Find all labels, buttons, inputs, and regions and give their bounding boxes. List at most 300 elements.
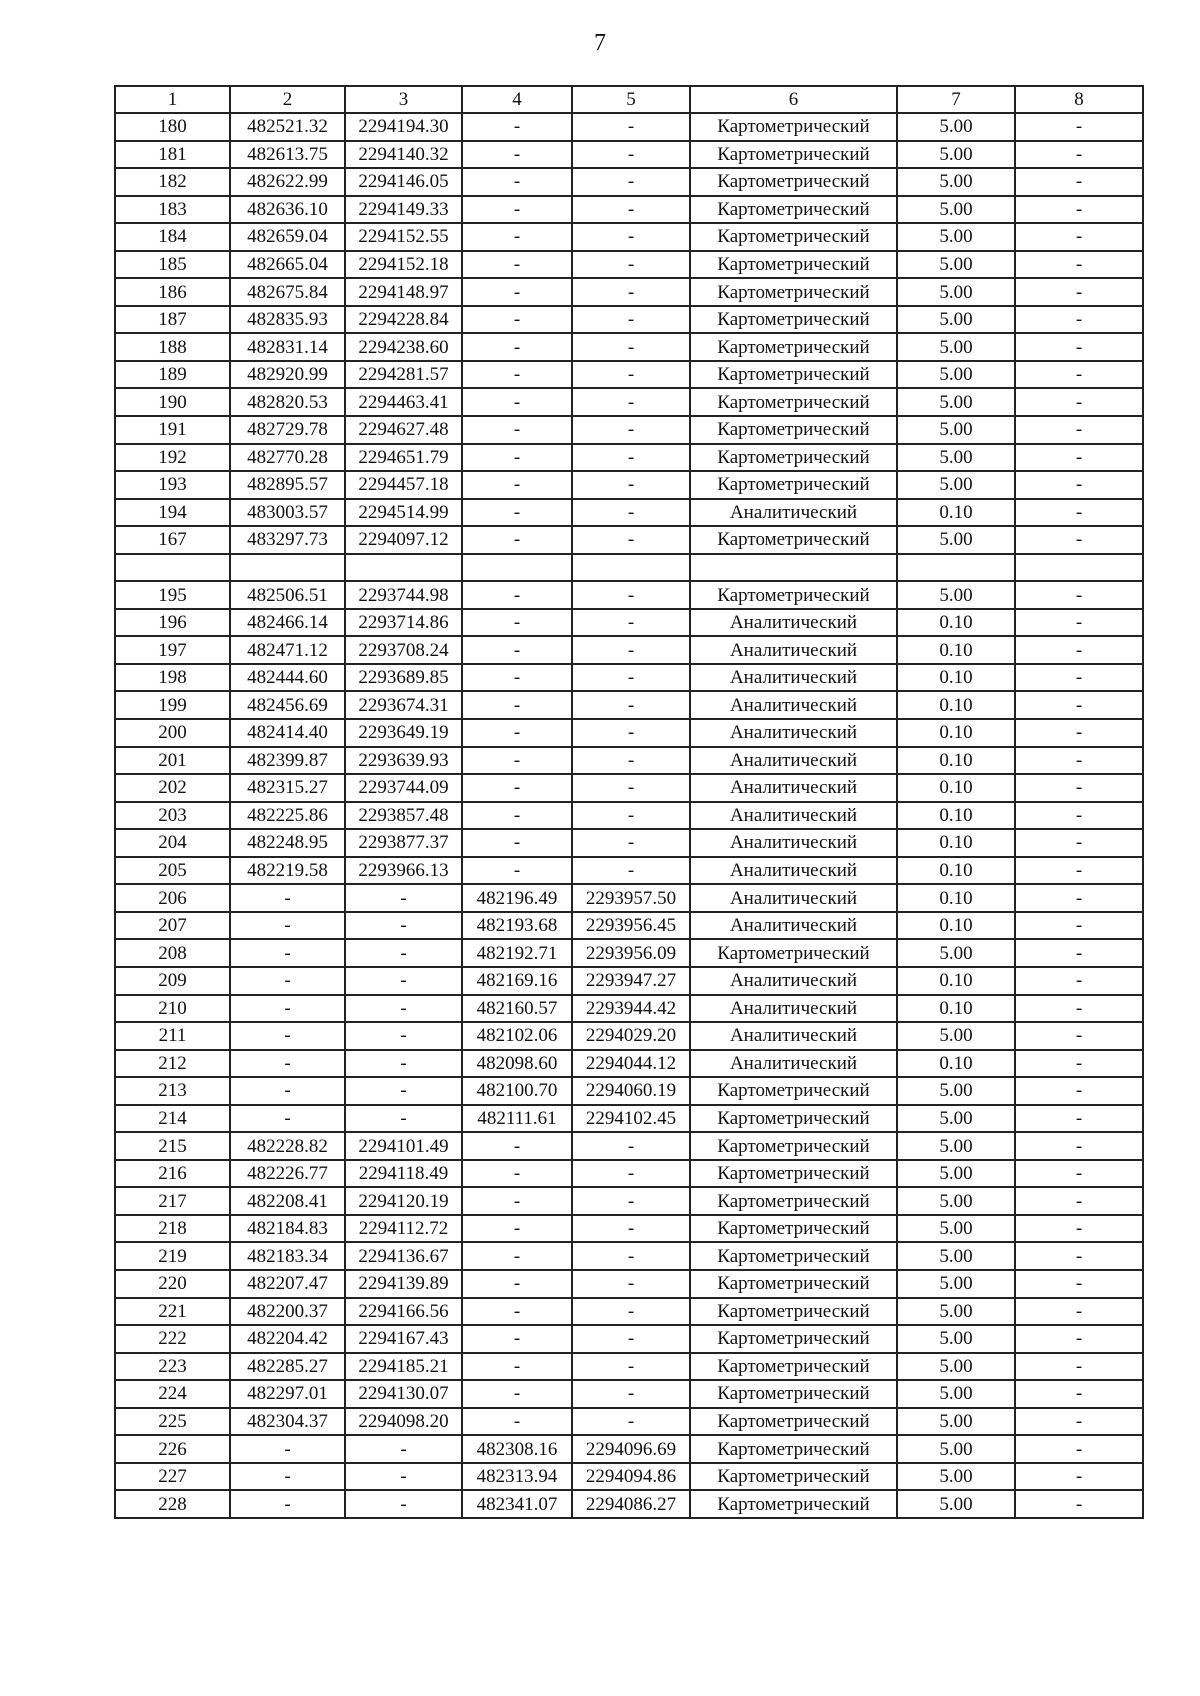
x-coord-alt-cell: -: [462, 223, 572, 251]
table-row: [115, 747, 1143, 775]
method-cell: Аналитический: [690, 774, 897, 802]
point-number-cell: 228: [115, 1490, 230, 1518]
note-cell: -: [1015, 1270, 1143, 1298]
point-number-cell: 182: [115, 168, 230, 196]
point-number-cell: 190: [115, 388, 230, 416]
note-cell: -: [1015, 802, 1143, 830]
method-cell: Аналитический: [690, 499, 897, 527]
point-number-cell: 219: [115, 1242, 230, 1270]
point-number-cell: 204: [115, 829, 230, 857]
note-cell: -: [1015, 168, 1143, 196]
x-coord-cell: -: [230, 1490, 345, 1518]
method-cell: Картометрический: [690, 416, 897, 444]
accuracy-cell: 5.00: [897, 388, 1015, 416]
method-cell: Аналитический: [690, 1050, 897, 1078]
method-cell: Картометрический: [690, 1215, 897, 1243]
y-coord-alt-cell: -: [572, 278, 690, 306]
note-cell: -: [1015, 1105, 1143, 1133]
y-coord-cell: 2294167.43: [345, 1325, 462, 1353]
point-number-cell: 206: [115, 884, 230, 912]
table-row: [115, 113, 1143, 141]
y-coord-alt-cell: -: [572, 1408, 690, 1436]
x-coord-alt-cell: -: [462, 1380, 572, 1408]
method-cell: Картометрический: [690, 361, 897, 389]
accuracy-cell: 0.10: [897, 1050, 1015, 1078]
note-cell: -: [1015, 444, 1143, 472]
x-coord-cell: 482659.04: [230, 223, 345, 251]
method-cell: Картометрический: [690, 388, 897, 416]
method-cell: Картометрический: [690, 1463, 897, 1491]
y-coord-alt-cell: -: [572, 141, 690, 169]
x-coord-alt-cell: 482341.07: [462, 1490, 572, 1518]
accuracy-cell: 5.00: [897, 581, 1015, 609]
y-coord-cell: 2293744.98: [345, 581, 462, 609]
method-cell: Картометрический: [690, 1325, 897, 1353]
note-cell: -: [1015, 967, 1143, 995]
x-coord-cell: 482835.93: [230, 306, 345, 334]
point-number-cell: 202: [115, 774, 230, 802]
y-coord-alt-cell: -: [572, 747, 690, 775]
point-number-cell: 197: [115, 636, 230, 664]
y-coord-cell: 2294139.89: [345, 1270, 462, 1298]
y-coord-alt-cell: -: [572, 168, 690, 196]
column-header: 6: [690, 86, 897, 113]
accuracy-cell: 0.10: [897, 967, 1015, 995]
x-coord-alt-cell: 482308.16: [462, 1435, 572, 1463]
y-coord-alt-cell: -: [572, 1215, 690, 1243]
note-cell: -: [1015, 1490, 1143, 1518]
x-coord-cell: 483297.73: [230, 526, 345, 554]
method-cell: Картометрический: [690, 113, 897, 141]
point-number-cell: 184: [115, 223, 230, 251]
note-cell: -: [1015, 581, 1143, 609]
column-header: 5: [572, 86, 690, 113]
method-cell: Картометрический: [690, 1408, 897, 1436]
method-cell: Картометрический: [690, 1298, 897, 1326]
method-cell: Картометрический: [690, 251, 897, 279]
y-coord-alt-cell: -: [572, 196, 690, 224]
y-coord-alt-cell: -: [572, 1270, 690, 1298]
method-cell: Картометрический: [690, 526, 897, 554]
x-coord-alt-cell: -: [462, 1353, 572, 1381]
y-coord-alt-cell: 2293944.42: [572, 995, 690, 1023]
table-row: [115, 251, 1143, 279]
table-row: [115, 939, 1143, 967]
x-coord-alt-cell: 482169.16: [462, 967, 572, 995]
y-coord-alt-cell: -: [572, 1242, 690, 1270]
y-coord-cell: 2293714.86: [345, 609, 462, 637]
table-row: [115, 1490, 1143, 1518]
x-coord-cell: 482204.42: [230, 1325, 345, 1353]
accuracy-cell: 5.00: [897, 1353, 1015, 1381]
table-row: [115, 196, 1143, 224]
point-number-cell: 209: [115, 967, 230, 995]
y-coord-cell: -: [345, 1463, 462, 1491]
y-coord-cell: 2294185.21: [345, 1353, 462, 1381]
x-coord-cell: 482456.69: [230, 691, 345, 719]
table-row: [115, 664, 1143, 692]
point-number-cell: 189: [115, 361, 230, 389]
point-number-cell: 192: [115, 444, 230, 472]
note-cell: -: [1015, 1242, 1143, 1270]
y-coord-alt-cell: 2294044.12: [572, 1050, 690, 1078]
method-cell: [690, 554, 897, 582]
x-coord-cell: 482820.53: [230, 388, 345, 416]
x-coord-alt-cell: -: [462, 168, 572, 196]
y-coord-cell: 2294514.99: [345, 499, 462, 527]
method-cell: Картометрический: [690, 1242, 897, 1270]
point-number-cell: 188: [115, 333, 230, 361]
x-coord-alt-cell: -: [462, 471, 572, 499]
y-coord-cell: 2294457.18: [345, 471, 462, 499]
y-coord-cell: 2294097.12: [345, 526, 462, 554]
point-number-cell: 187: [115, 306, 230, 334]
x-coord-cell: -: [230, 939, 345, 967]
x-coord-cell: 482200.37: [230, 1298, 345, 1326]
point-number-cell: 227: [115, 1463, 230, 1491]
accuracy-cell: 0.10: [897, 499, 1015, 527]
note-cell: -: [1015, 113, 1143, 141]
y-coord-alt-cell: -: [572, 636, 690, 664]
table-row: [115, 691, 1143, 719]
x-coord-cell: 482729.78: [230, 416, 345, 444]
accuracy-cell: 0.10: [897, 774, 1015, 802]
note-cell: -: [1015, 1325, 1143, 1353]
table-row: [115, 1105, 1143, 1133]
y-coord-alt-cell: -: [572, 223, 690, 251]
x-coord-cell: -: [230, 1077, 345, 1105]
table-row: [115, 967, 1143, 995]
method-cell: Картометрический: [690, 1353, 897, 1381]
table-header-row: [115, 86, 1143, 113]
table-row: [115, 1380, 1143, 1408]
y-coord-alt-cell: 2293947.27: [572, 967, 690, 995]
x-coord-alt-cell: -: [462, 1132, 572, 1160]
note-cell: -: [1015, 306, 1143, 334]
table-row: [115, 1298, 1143, 1326]
x-coord-cell: -: [230, 1022, 345, 1050]
y-coord-cell: 2294140.32: [345, 141, 462, 169]
y-coord-cell: 2294152.55: [345, 223, 462, 251]
accuracy-cell: 0.10: [897, 609, 1015, 637]
note-cell: -: [1015, 884, 1143, 912]
x-coord-cell: 482315.27: [230, 774, 345, 802]
table-row: [115, 168, 1143, 196]
y-coord-alt-cell: -: [572, 1325, 690, 1353]
note-cell: -: [1015, 636, 1143, 664]
accuracy-cell: 5.00: [897, 1408, 1015, 1436]
x-coord-alt-cell: -: [462, 499, 572, 527]
accuracy-cell: 5.00: [897, 416, 1015, 444]
x-coord-alt-cell: 482313.94: [462, 1463, 572, 1491]
x-coord-cell: 482521.32: [230, 113, 345, 141]
note-cell: -: [1015, 471, 1143, 499]
x-coord-alt-cell: [462, 554, 572, 582]
x-coord-cell: 482506.51: [230, 581, 345, 609]
point-number-cell: 224: [115, 1380, 230, 1408]
y-coord-alt-cell: -: [572, 719, 690, 747]
x-coord-alt-cell: -: [462, 1242, 572, 1270]
method-cell: Картометрический: [690, 168, 897, 196]
x-coord-cell: -: [230, 1463, 345, 1491]
note-cell: -: [1015, 416, 1143, 444]
x-coord-alt-cell: -: [462, 609, 572, 637]
method-cell: Картометрический: [690, 306, 897, 334]
note-cell: -: [1015, 1050, 1143, 1078]
point-number-cell: 167: [115, 526, 230, 554]
x-coord-cell: 482466.14: [230, 609, 345, 637]
note-cell: -: [1015, 1408, 1143, 1436]
accuracy-cell: 0.10: [897, 857, 1015, 885]
table-row: [115, 581, 1143, 609]
x-coord-cell: 482297.01: [230, 1380, 345, 1408]
point-number-cell: 180: [115, 113, 230, 141]
note-cell: -: [1015, 526, 1143, 554]
method-cell: Аналитический: [690, 636, 897, 664]
x-coord-alt-cell: -: [462, 774, 572, 802]
accuracy-cell: 5.00: [897, 306, 1015, 334]
point-number-cell: 223: [115, 1353, 230, 1381]
note-cell: -: [1015, 609, 1143, 637]
x-coord-alt-cell: -: [462, 388, 572, 416]
y-coord-alt-cell: -: [572, 829, 690, 857]
point-number-cell: 213: [115, 1077, 230, 1105]
note-cell: -: [1015, 1215, 1143, 1243]
x-coord-cell: 482225.86: [230, 802, 345, 830]
note-cell: -: [1015, 664, 1143, 692]
y-coord-alt-cell: 2294102.45: [572, 1105, 690, 1133]
x-coord-cell: -: [230, 1435, 345, 1463]
x-coord-alt-cell: 482102.06: [462, 1022, 572, 1050]
point-number-cell: 218: [115, 1215, 230, 1243]
y-coord-cell: 2294281.57: [345, 361, 462, 389]
accuracy-cell: 5.00: [897, 333, 1015, 361]
method-cell: Картометрический: [690, 141, 897, 169]
y-coord-alt-cell: -: [572, 774, 690, 802]
note-cell: -: [1015, 747, 1143, 775]
x-coord-cell: 482636.10: [230, 196, 345, 224]
accuracy-cell: 5.00: [897, 1187, 1015, 1215]
accuracy-cell: 5.00: [897, 223, 1015, 251]
coordinates-table: [114, 85, 1144, 1519]
x-coord-alt-cell: -: [462, 581, 572, 609]
method-cell: Аналитический: [690, 664, 897, 692]
y-coord-alt-cell: -: [572, 471, 690, 499]
y-coord-cell: 2293744.09: [345, 774, 462, 802]
x-coord-alt-cell: -: [462, 361, 572, 389]
accuracy-cell: 5.00: [897, 361, 1015, 389]
y-coord-alt-cell: [572, 554, 690, 582]
accuracy-cell: 5.00: [897, 1490, 1015, 1518]
point-number-cell: 211: [115, 1022, 230, 1050]
accuracy-cell: 5.00: [897, 526, 1015, 554]
y-coord-alt-cell: -: [572, 1187, 690, 1215]
y-coord-cell: 2294238.60: [345, 333, 462, 361]
accuracy-cell: 5.00: [897, 251, 1015, 279]
accuracy-cell: 5.00: [897, 168, 1015, 196]
table-row: [115, 1132, 1143, 1160]
accuracy-cell: 5.00: [897, 1105, 1015, 1133]
note-cell: -: [1015, 1435, 1143, 1463]
method-cell: Картометрический: [690, 1435, 897, 1463]
table-row: [115, 499, 1143, 527]
x-coord-alt-cell: -: [462, 636, 572, 664]
x-coord-cell: -: [230, 995, 345, 1023]
y-coord-cell: -: [345, 939, 462, 967]
y-coord-cell: 2294098.20: [345, 1408, 462, 1436]
table-row: [115, 1463, 1143, 1491]
y-coord-alt-cell: -: [572, 609, 690, 637]
x-coord-alt-cell: -: [462, 526, 572, 554]
note-cell: -: [1015, 1160, 1143, 1188]
x-coord-alt-cell: -: [462, 1325, 572, 1353]
x-coord-alt-cell: -: [462, 802, 572, 830]
note-cell: -: [1015, 1353, 1143, 1381]
table-row: [115, 1270, 1143, 1298]
point-number-cell: 225: [115, 1408, 230, 1436]
x-coord-cell: -: [230, 912, 345, 940]
note-cell: -: [1015, 691, 1143, 719]
y-coord-cell: 2293649.19: [345, 719, 462, 747]
accuracy-cell: 5.00: [897, 196, 1015, 224]
point-number-cell: 222: [115, 1325, 230, 1353]
y-coord-alt-cell: 2294060.19: [572, 1077, 690, 1105]
method-cell: Картометрический: [690, 1132, 897, 1160]
table-row: [115, 554, 1143, 582]
note-cell: -: [1015, 251, 1143, 279]
accuracy-cell: 5.00: [897, 1160, 1015, 1188]
x-coord-cell: 482622.99: [230, 168, 345, 196]
point-number-cell: 214: [115, 1105, 230, 1133]
y-coord-alt-cell: -: [572, 1160, 690, 1188]
accuracy-cell: 5.00: [897, 939, 1015, 967]
table-row: [115, 388, 1143, 416]
method-cell: Аналитический: [690, 995, 897, 1023]
accuracy-cell: 5.00: [897, 444, 1015, 472]
y-coord-alt-cell: -: [572, 802, 690, 830]
y-coord-cell: 2293708.24: [345, 636, 462, 664]
accuracy-cell: 5.00: [897, 1270, 1015, 1298]
point-number-cell: 185: [115, 251, 230, 279]
table-row: [115, 719, 1143, 747]
accuracy-cell: 5.00: [897, 278, 1015, 306]
x-coord-alt-cell: -: [462, 1270, 572, 1298]
y-coord-alt-cell: 2293957.50: [572, 884, 690, 912]
note-cell: -: [1015, 1380, 1143, 1408]
accuracy-cell: 0.10: [897, 691, 1015, 719]
x-coord-alt-cell: -: [462, 1160, 572, 1188]
accuracy-cell: 5.00: [897, 113, 1015, 141]
x-coord-alt-cell: -: [462, 1298, 572, 1326]
table-row: [115, 884, 1143, 912]
method-cell: Картометрический: [690, 196, 897, 224]
note-cell: -: [1015, 719, 1143, 747]
table-row: [115, 1435, 1143, 1463]
note-cell: -: [1015, 1298, 1143, 1326]
point-number-cell: 220: [115, 1270, 230, 1298]
accuracy-cell: 0.10: [897, 747, 1015, 775]
y-coord-alt-cell: -: [572, 1132, 690, 1160]
table-row: [115, 1187, 1143, 1215]
table-row: [115, 1353, 1143, 1381]
point-number-cell: 226: [115, 1435, 230, 1463]
point-number-cell: 201: [115, 747, 230, 775]
table-row: [115, 1242, 1143, 1270]
y-coord-alt-cell: 2294086.27: [572, 1490, 690, 1518]
x-coord-cell: 482226.77: [230, 1160, 345, 1188]
method-cell: Аналитический: [690, 719, 897, 747]
x-coord-alt-cell: -: [462, 664, 572, 692]
point-number-cell: 212: [115, 1050, 230, 1078]
method-cell: Аналитический: [690, 912, 897, 940]
y-coord-cell: 2294112.72: [345, 1215, 462, 1243]
table-body: [115, 86, 1143, 1518]
point-number-cell: 186: [115, 278, 230, 306]
point-number-cell: 191: [115, 416, 230, 444]
x-coord-cell: 482248.95: [230, 829, 345, 857]
x-coord-cell: 482399.87: [230, 747, 345, 775]
table-row: [115, 774, 1143, 802]
accuracy-cell: 0.10: [897, 912, 1015, 940]
accuracy-cell: 5.00: [897, 1077, 1015, 1105]
table-row: [115, 1325, 1143, 1353]
accuracy-cell: 0.10: [897, 995, 1015, 1023]
y-coord-cell: -: [345, 995, 462, 1023]
method-cell: Аналитический: [690, 884, 897, 912]
column-header: 2: [230, 86, 345, 113]
y-coord-cell: 2294152.18: [345, 251, 462, 279]
y-coord-cell: 2294194.30: [345, 113, 462, 141]
x-coord-cell: 482675.84: [230, 278, 345, 306]
table-row: [115, 802, 1143, 830]
x-coord-alt-cell: 482196.49: [462, 884, 572, 912]
point-number-cell: 203: [115, 802, 230, 830]
point-number-cell: 208: [115, 939, 230, 967]
note-cell: -: [1015, 333, 1143, 361]
point-number-cell: 216: [115, 1160, 230, 1188]
y-coord-cell: 2293639.93: [345, 747, 462, 775]
point-number-cell: 199: [115, 691, 230, 719]
x-coord-cell: 482184.83: [230, 1215, 345, 1243]
y-coord-alt-cell: -: [572, 664, 690, 692]
method-cell: Картометрический: [690, 1160, 897, 1188]
method-cell: Картометрический: [690, 278, 897, 306]
y-coord-alt-cell: -: [572, 499, 690, 527]
y-coord-cell: 2293966.13: [345, 857, 462, 885]
accuracy-cell: 5.00: [897, 1242, 1015, 1270]
table-row: [115, 141, 1143, 169]
accuracy-cell: 0.10: [897, 636, 1015, 664]
x-coord-cell: 482304.37: [230, 1408, 345, 1436]
y-coord-cell: 2294627.48: [345, 416, 462, 444]
y-coord-cell: -: [345, 1435, 462, 1463]
column-header: 8: [1015, 86, 1143, 113]
accuracy-cell: 5.00: [897, 1298, 1015, 1326]
note-cell: -: [1015, 1132, 1143, 1160]
x-coord-alt-cell: 482098.60: [462, 1050, 572, 1078]
note-cell: -: [1015, 223, 1143, 251]
y-coord-cell: -: [345, 967, 462, 995]
y-coord-alt-cell: -: [572, 444, 690, 472]
x-coord-cell: 482665.04: [230, 251, 345, 279]
note-cell: -: [1015, 829, 1143, 857]
point-number-cell: [115, 554, 230, 582]
method-cell: Аналитический: [690, 802, 897, 830]
y-coord-cell: -: [345, 1105, 462, 1133]
method-cell: Картометрический: [690, 1077, 897, 1105]
note-cell: -: [1015, 912, 1143, 940]
y-coord-cell: 2294149.33: [345, 196, 462, 224]
